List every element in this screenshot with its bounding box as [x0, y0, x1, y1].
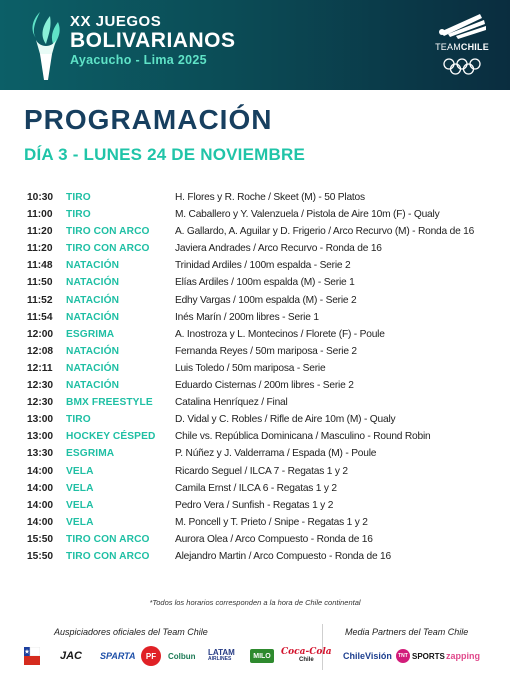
schedule-detail: Edhy Vargas / 100m espalda (M) - Serie 2 [175, 294, 357, 306]
schedule-time: 11:20 [27, 226, 53, 238]
schedule-time: 14:00 [27, 499, 54, 511]
schedule-detail: M. Caballero y Y. Valenzuela / Pistola de Aire 10m (F) - Qualy [175, 209, 440, 221]
schedule-time: 13:00 [27, 431, 54, 443]
schedule-detail: Fernanda Reyes / 50m mariposa - Serie 2 [175, 345, 357, 357]
schedule-time: 14:00 [27, 516, 54, 528]
games-title-line3: Ayacucho - Lima 2025 [70, 53, 207, 67]
schedule-time: 11:20 [27, 243, 53, 255]
schedule-row [0, 394, 510, 411]
games-torch-logo-icon [26, 10, 66, 82]
schedule-row [0, 274, 510, 291]
schedule-time: 13:00 [27, 414, 54, 426]
schedule-detail: Luis Toledo / 50m mariposa - Serie [175, 362, 326, 374]
tnt-badge: TNT [396, 649, 410, 663]
schedule-detail: H. Flores y R. Roche / Skeet (M) - 50 Platos [175, 192, 365, 203]
schedule-time: 11:52 [27, 294, 53, 306]
team-chile-wordmark [430, 42, 494, 52]
schedule-sport: BMX FREESTYLE [66, 397, 153, 409]
schedule-time: 13:30 [27, 448, 54, 460]
schedule-row [0, 360, 510, 377]
schedule-row [0, 189, 510, 206]
schedule-time: 14:00 [27, 482, 54, 494]
schedule-sport: TIRO CON ARCO [66, 243, 150, 255]
schedule-time: 12:08 [27, 345, 54, 357]
team-suffix: CHILE [460, 42, 489, 52]
schedule-row [0, 206, 510, 223]
chile-government-flag-icon [24, 647, 40, 665]
schedule-sport: TIRO [66, 192, 91, 203]
schedule-sport: VELA [66, 499, 94, 511]
jac-logo: JAC [60, 650, 83, 662]
games-title-line2: BOLIVARIANOS [70, 29, 236, 52]
tnt-sports-text: SPORTS [412, 651, 445, 661]
schedule-detail: P. Núñez y J. Valderrama / Espada (M) - Poule [175, 448, 377, 460]
colbun-logo: Colbun [168, 651, 196, 661]
schedule-row [0, 326, 510, 343]
schedule-time: 11:54 [27, 311, 53, 323]
schedule-sport: VELA [66, 516, 94, 528]
coca-cola-logo-bottom: Chile [298, 657, 314, 663]
schedule-time: 15:50 [27, 550, 54, 562]
schedule-detail: Ricardo Seguel / ILCA 7 - Regatas 1 y 2 [175, 465, 348, 477]
schedule-sport: HOCKEY CÉSPED [66, 431, 156, 443]
schedule-sport: TIRO CON ARCO [66, 226, 150, 238]
schedule-row [0, 480, 510, 497]
schedule-row [0, 463, 510, 480]
tnt-sports-logo [396, 647, 445, 665]
schedule-detail: Pedro Vera / Sunfish - Regatas 1 y 2 [175, 499, 334, 511]
schedule-detail: Javiera Andrades / Arco Recurvo - Ronda de 16 [175, 243, 382, 255]
schedule-sport: TIRO CON ARCO [66, 550, 150, 562]
official-sponsors-label: Auspiciadores oficiales del Team Chile [54, 627, 208, 637]
schedule-row [0, 531, 510, 548]
schedule-row [0, 377, 510, 394]
schedule-sport: TIRO [66, 414, 91, 426]
schedule-sport: TIRO [66, 209, 91, 221]
sparta-logo: SPARTA [100, 651, 136, 661]
schedule-time: 10:30 [27, 192, 54, 203]
schedule-row [0, 309, 510, 326]
media-partners-label: Media Partners del Team Chile [345, 627, 469, 637]
schedule-sport: VELA [66, 482, 94, 494]
coca-cola-logo [281, 647, 332, 665]
schedule-time: 14:00 [27, 465, 54, 477]
olympic-rings-icon [442, 58, 482, 76]
schedule-detail: Inés Marín / 200m libres - Serie 1 [175, 311, 319, 323]
schedule-row [0, 514, 510, 531]
schedule-sport: ESGRIMA [66, 328, 115, 340]
team-chile-logo [430, 8, 494, 84]
schedule-time: 11:00 [27, 209, 53, 221]
zapping-logo: zapping [446, 651, 480, 661]
schedule-sport: NATACIÓN [66, 294, 120, 306]
schedule-detail: Elías Ardiles / 100m espalda (M) - Serie 1 [175, 277, 355, 289]
schedule-row [0, 257, 510, 274]
header-banner [0, 0, 510, 90]
latam-logo-bottom: AIRLINES [208, 656, 232, 662]
schedule-row [0, 240, 510, 257]
schedule-detail: Camila Ernst / ILCA 6 - Regatas 1 y 2 [175, 482, 337, 494]
page-title: PROGRAMACIÓN [24, 104, 273, 135]
schedule-sport: NATACIÓN [66, 345, 120, 357]
schedule-time: 12:30 [27, 380, 54, 392]
games-title-line1: XX JUEGOS [70, 13, 162, 30]
schedule-row [0, 292, 510, 309]
schedule-detail: Trinidad Ardiles / 100m espalda - Serie 2 [175, 260, 351, 272]
pf-logo: PF [141, 646, 161, 666]
schedule-time: 12:30 [27, 397, 54, 409]
timezone-footnote: *Todos los horarios corresponden a la hora de Chile continental [149, 598, 361, 607]
schedule-sport: TIRO CON ARCO [66, 533, 150, 545]
schedule-sport: NATACIÓN [66, 277, 120, 289]
schedule-row [0, 411, 510, 428]
team-chile-emblem-icon [430, 8, 494, 40]
schedule-sport: NATACIÓN [66, 380, 120, 392]
day-subtitle: DÍA 3 - LUNES 24 DE NOVIEMBRE [24, 145, 305, 164]
schedule-detail: A. Inostroza y L. Montecinos / Florete (F) - Poule [175, 328, 385, 340]
schedule-sport: ESGRIMA [66, 448, 115, 460]
schedule-row [0, 445, 510, 462]
schedule-row [0, 548, 510, 565]
latam-logo [208, 647, 235, 665]
schedule-row [0, 428, 510, 445]
schedule-detail: Aurora Olea / Arco Compuesto - Ronda de 16 [175, 533, 373, 545]
schedule-list [0, 189, 510, 565]
schedule-time: 12:00 [27, 328, 54, 340]
milo-logo: MILO [250, 649, 274, 663]
games-title [70, 13, 235, 68]
schedule-detail: Catalina Henríquez / Final [175, 397, 288, 409]
schedule-time: 11:48 [27, 260, 53, 272]
schedule-time: 15:50 [27, 533, 54, 545]
schedule-time: 12:11 [27, 362, 53, 374]
schedule-row [0, 343, 510, 360]
schedule-detail: D. Vidal y C. Robles / Rifle de Aire 10m (M) - Qualy [175, 414, 396, 426]
schedule-sport: VELA [66, 465, 94, 477]
schedule-sport: NATACIÓN [66, 362, 120, 374]
schedule-sport: NATACIÓN [66, 311, 120, 323]
schedule-detail: M. Poncell y T. Prieto / Snipe - Regatas 1 y 2 [175, 516, 368, 528]
chilevision-logo: ChileVisión [343, 651, 392, 661]
schedule-detail: Eduardo Cisternas / 200m libres - Serie 2 [175, 380, 354, 392]
schedule-sport: NATACIÓN [66, 260, 120, 272]
coca-cola-logo-top: Coca-Cola [281, 647, 332, 657]
schedule-detail: Alejandro Martin / Arco Compuesto - Ronda de 16 [175, 550, 391, 562]
latam-logo-top: LATAM [208, 648, 235, 657]
schedule-time: 11:50 [27, 277, 53, 289]
schedule-detail: Chile vs. República Dominicana / Masculino - Round Robin [175, 431, 431, 443]
schedule-detail: A. Gallardo, A. Aguilar y D. Frigerio / Arco Recurvo (M) - Ronda de 16 [175, 226, 475, 238]
schedule-row [0, 223, 510, 240]
team-prefix: TEAM [435, 42, 461, 52]
schedule-row [0, 497, 510, 514]
